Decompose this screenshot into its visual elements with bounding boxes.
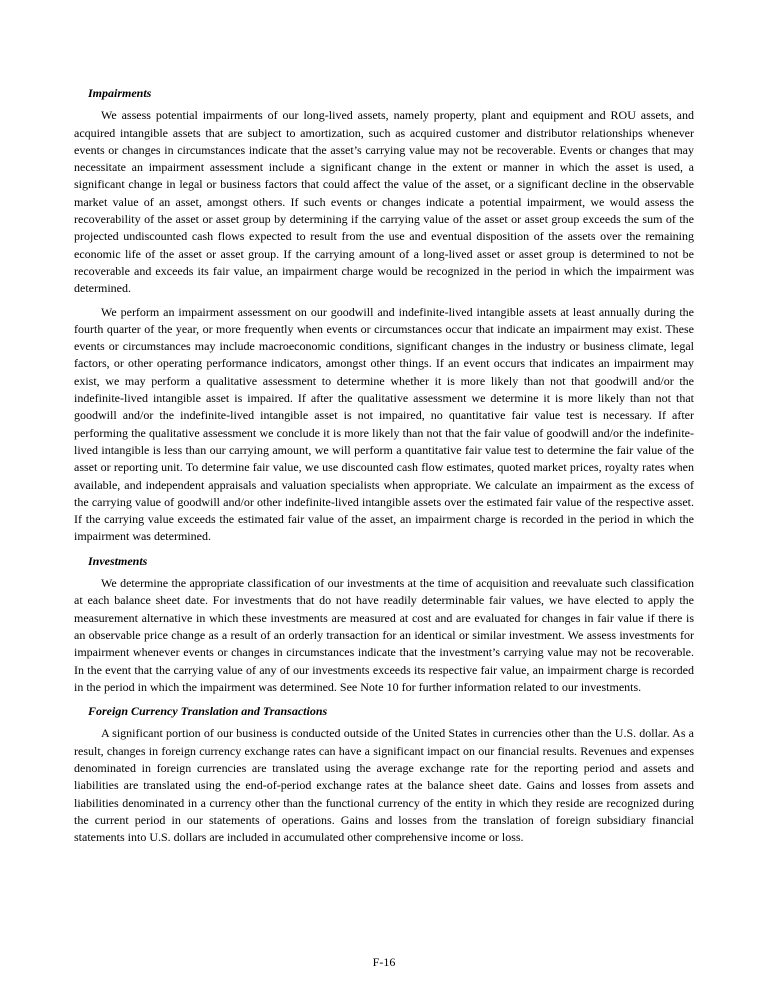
investments-paragraph: We determine the appropriate classification of our investments at the time of acquisition and reevaluate such classification at each balance sheet date. For investments that do not have readily determinable fair values, we have elected to apply the measurement alternative in which these investments are measured at cost and are evaluated for changes in fair value if there is an observable price change as a result of an orderly transaction for an identical or similar investment. We assess investments for impairment whenever events or changes in circumstances indicate that the investment’s carrying value may not be recoverable. In the event that the carrying value of any of our investments exceeds its respective fair value, an impairment charge is recorded in the period in which the impairment was determined. See Note 10 for further information related to our investments. — [74, 576, 694, 694]
section-heading-investments: Investments — [88, 553, 148, 568]
section-heading-impairments: Impairments — [88, 86, 152, 100]
page-number: F-16 — [372, 955, 396, 969]
impairments-paragraph-1: We assess potential impairments of our long-lived assets, namely property, plant and equipment and ROU assets, and acquired intangible assets that are subject to amortization, such as acquired customer and distributor relationships whenever events or changes in circumstances indicate that the asset’s carrying value may not be recoverable. Events or changes that may necessitate an impairment assessment include a significant change in the extent or manner in which the asset is used, a significant change in legal or business factors that could affect the value of the asset, or a significant decline in the observable market value of an asset, amongst others. If such events or changes indicate a potential impairment, we would assess the recoverability of the asset or asset group by determining if the carrying value of the asset or asset group exceeds the sum of the projected undiscounted cash flows expected to result from the use and eventual disposition of the assets over the remaining economic life of the asset or asset group. If the carrying amount of a long-lived asset or asset group is determined to not be recoverable and exceeds its fair value, an impairment charge would be recognized in the period in which the impairment was determined. — [74, 108, 694, 296]
foreign-currency-paragraph: A significant portion of our business is conducted outside of the United States in currencies other than the U.S. dollar. As a result, changes in foreign currency exchange rates can have a significant impact on our financial results. Revenues and expenses denominated in foreign currencies are translated using the average exchange rate for the reporting period and assets and liabilities are translated using the end-of-period exchange rates at the balance sheet date. Gains and losses from assets and liabilities denominated in a currency other than the functional currency of the entity in which they reside are recognized during the current period in our statements of operations. Gains and losses from the translation of foreign subsidiary financial statements into U.S. dollars are included in accumulated other comprehensive income or loss. — [74, 726, 694, 845]
section-heading-foreign-currency: Foreign Currency Translation and Transactions — [88, 704, 328, 719]
impairments-paragraph-2: We perform an impairment assessment on our goodwill and indefinite-lived intangible assets at least annually during the fourth quarter of the year, or more frequently when events or circumstances occur that indicate an impairment may exist. These events or circumstances may include macroeconomic conditions, significant changes in the industry or business climate, legal factors, or other operating performance indicators, amongst other things. If an event occurs that indicates an impairment may exist, we may perform a qualitative assessment to determine whether it is more likely than not that goodwill and/or the indefinite-lived intangible asset is impaired. If after the qualitative assessment we determine it is more likely than not that goodwill and/or the indefinite-lived intangible asset is not impaired, no quantitative fair value test is necessary. If after performing the qualitative assessment we conclude it is more likely than not that the fair value of goodwill and/or the indefinite-lived intangible is less than our carrying amount, we will perform a quantitative fair value test to determine the fair value of the asset or reporting unit. To determine fair value, we use discounted cash flow estimates, quoted market prices, royalty rates when available, and independent appraisals and valuation specialists when appropriate. We calculate an impairment as the excess of the carrying value of goodwill and/or other indefinite-lived intangible assets over the estimated fair value of the respective asset. If the carrying value exceeds the estimated fair value of the asset, an impairment charge is recorded in the period in which the impairment was determined. — [74, 304, 694, 544]
document-content — [74, 85, 694, 852]
